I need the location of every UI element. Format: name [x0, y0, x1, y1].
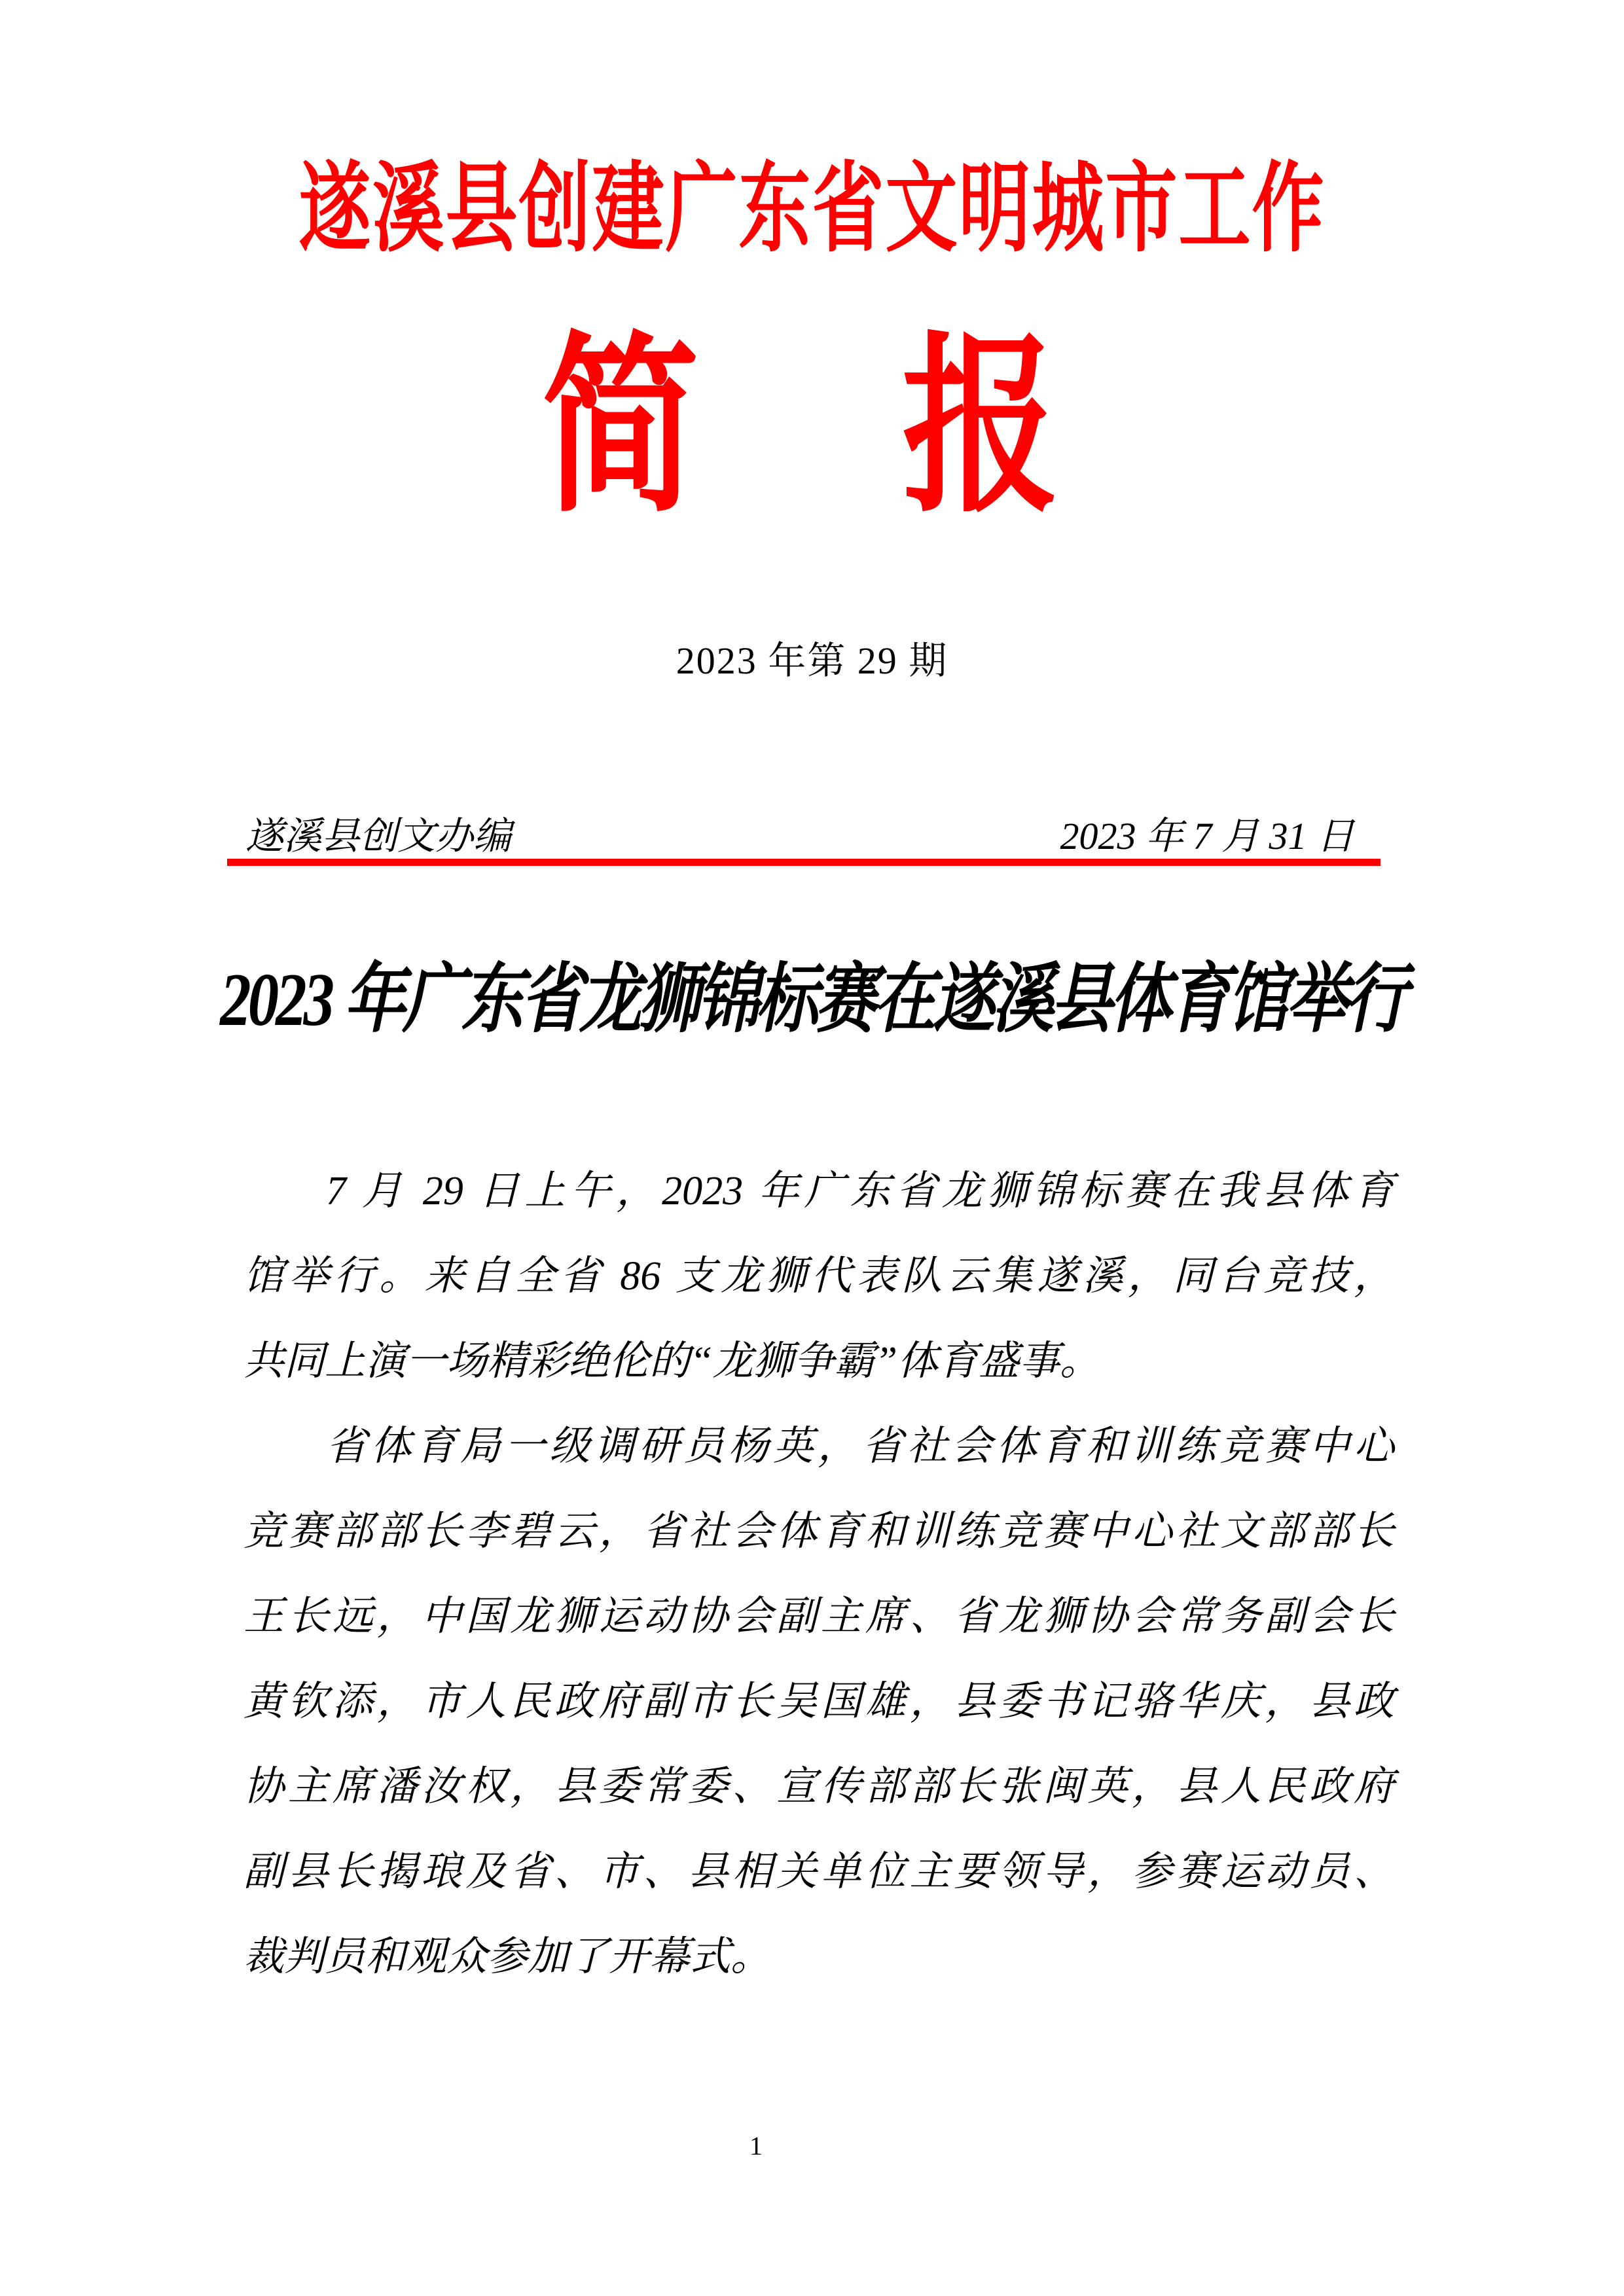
- body-text-line: 协主席潘汝权，县委常委、宣传部部长张闽英，县人民政府: [244, 1765, 1394, 1809]
- body-text-line: 裁判员和观众参加了开幕式。: [244, 1935, 772, 1979]
- article-title: 2023 年广东省龙狮锦标赛在遂溪县体育馆举行: [220, 957, 1404, 1042]
- body-text-line: 省体育局一级调研员杨英，省社会体育和训练竞赛中心: [326, 1424, 1394, 1469]
- body-text-line: 副县长揭琅及省、市、县相关单位主要领导，参赛运动员、: [244, 1850, 1394, 1894]
- meta-row: [227, 816, 1380, 857]
- body-text-line: 共同上演一场精彩绝伦的“龙狮争霸”体育盛事。: [244, 1339, 1100, 1384]
- masthead-title-line1: 遂溪县创建广东省文明城市工作: [298, 154, 1326, 264]
- body-text-line: 7 月 29 日上午，2023 年广东省龙狮锦标赛在我县体育: [326, 1169, 1394, 1213]
- article-body: [244, 1149, 1394, 2000]
- red-divider-rule: [227, 859, 1380, 866]
- masthead-title-line2: 简 报: [541, 322, 1082, 535]
- body-text-line: 黄钦添，市人民政府副市长吴国雄，县委书记骆华庆，县政: [244, 1679, 1394, 1724]
- body-text-line: 王长远，中国龙狮运动协会副主席、省龙狮协会常务副会长: [244, 1594, 1394, 1639]
- editor-label: 遂溪县创文办编: [245, 815, 512, 857]
- date-label: 2023 年 7 月 31 日: [1060, 815, 1354, 857]
- body-text-line: 馆举行。来自全省 86 支龙狮代表队云集遂溪，同台竞技，: [244, 1254, 1394, 1299]
- issue-number-line: 2023 年第 29 期: [676, 639, 948, 682]
- body-text-line: 竞赛部部长李碧云，省社会体育和训练竞赛中心社文部部长: [244, 1509, 1394, 1554]
- page-number: 1: [749, 2131, 763, 2161]
